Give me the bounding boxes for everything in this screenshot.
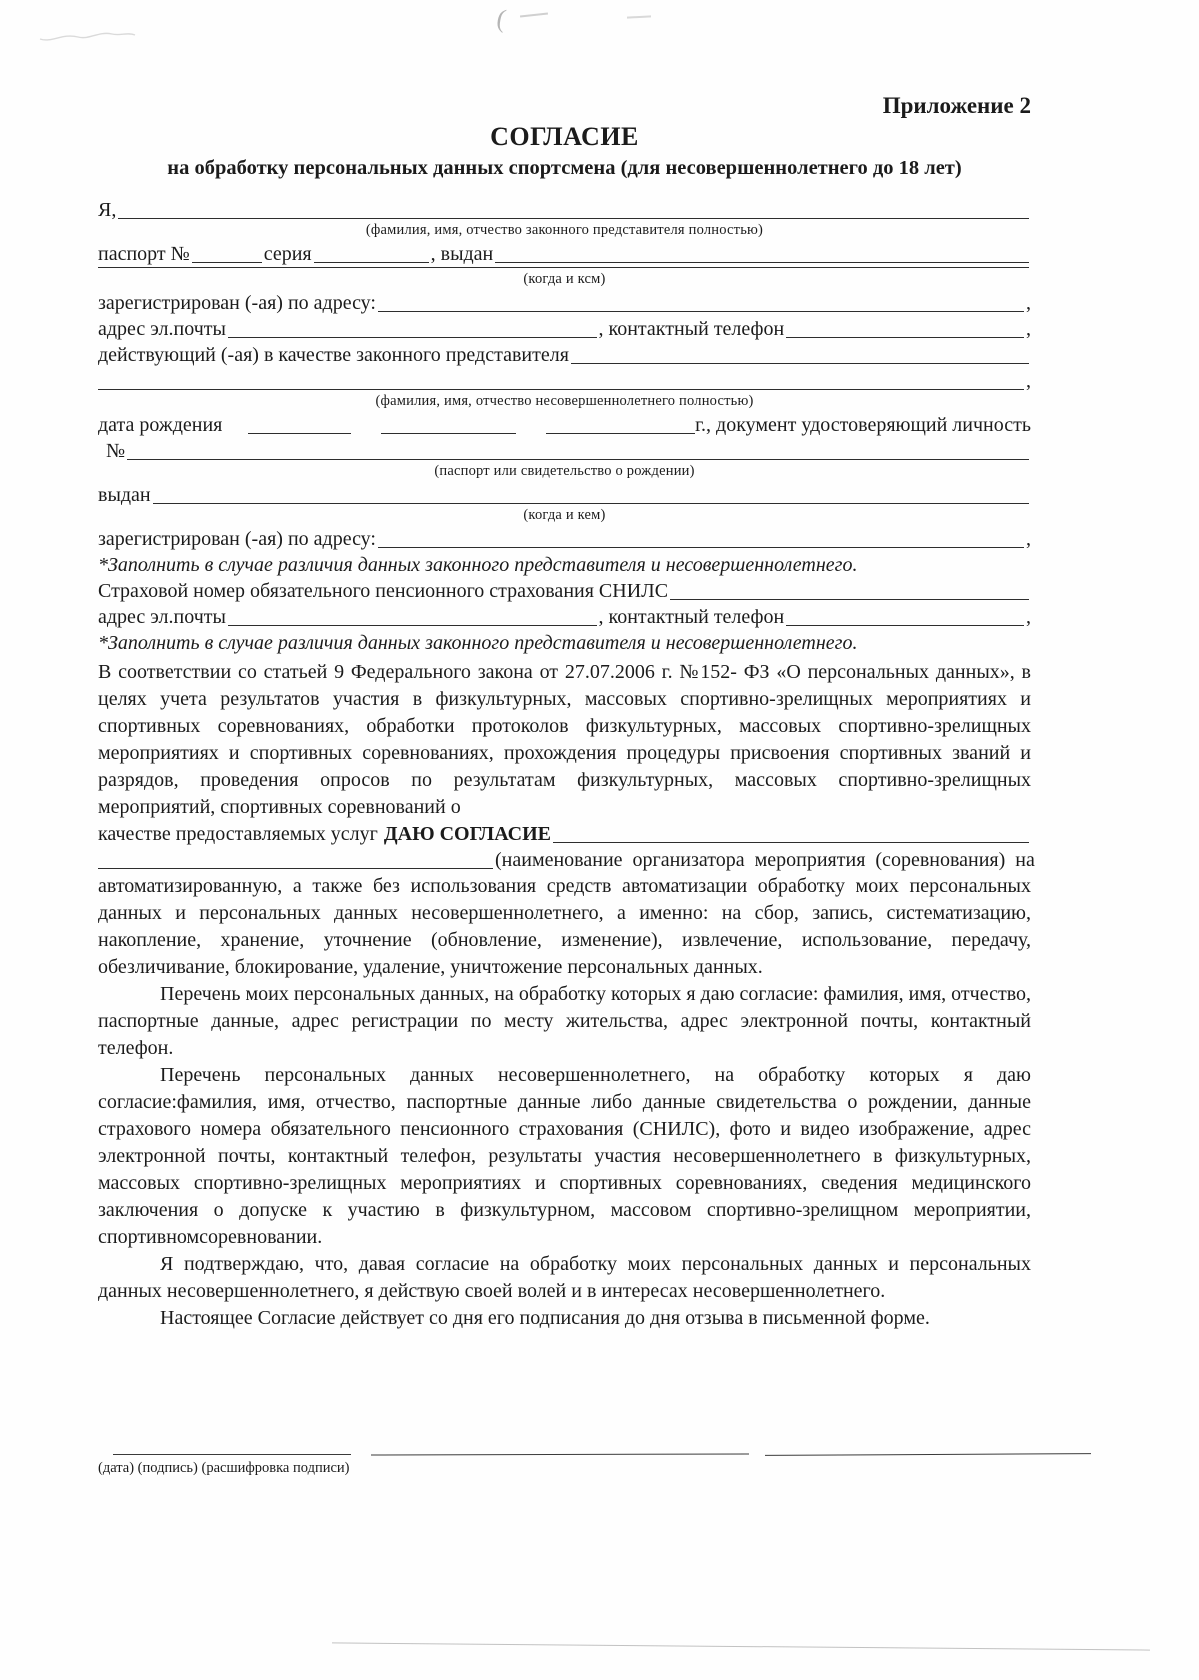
comma: , xyxy=(1026,528,1031,550)
document-number-blank xyxy=(127,438,1029,460)
field-row-document-number xyxy=(98,438,1031,464)
paragraph-my-data: Перечень моих персональных данных, на обработку которых я даю согласие: фамилия, имя, отчество, паспортные данные, адрес регистрации по месту жительства, адрес электронной почты, контактный телефон. xyxy=(98,983,1031,1059)
fill-note-1: *Заполнить в случае различия данных законного представителя и несовершеннолетнего. xyxy=(98,554,858,576)
field-row-document-issued xyxy=(98,482,1031,508)
passport-series-label: серия xyxy=(263,243,312,265)
representative-name-caption: (фамилия, имя, отчество законного представителя полностью) xyxy=(365,222,764,238)
field-row-passport xyxy=(98,241,1031,267)
birth-year-blank xyxy=(546,412,695,434)
snils-blank xyxy=(670,578,1029,600)
comma: , xyxy=(1026,370,1031,392)
comma: , xyxy=(1026,606,1031,628)
minor-address-label: зарегистрирован (-ая) по адресу: xyxy=(98,528,376,550)
field-row-minor-address xyxy=(98,526,1031,552)
minor-phone-blank xyxy=(786,604,1024,626)
passport-issued-label: , выдан xyxy=(430,243,494,265)
paragraph-consent-intro: В соответствии со статьей 9 Федерального закона от 27.07.2006 г. №152- ФЗ «О персональных данных», в целях учета результатов участия в физкультурных, массовых спортивно-зрелищных мероприятиях и спортивных соревнованиях, обработки протоколов физкультурных, массовых спортивно-зрелищных мероприятиях и спортивных соревнованиях, прохождения процедуры присвоения спортивных званий и разрядов, проведения опросов по результатам физкультурных, массовых спортивно-зрелищных мероприятий, спортивных соревнований о xyxy=(98,661,1031,818)
representative-email-blank xyxy=(228,316,597,338)
paragraph-processing: автоматизированную, а также без использования средств автоматизации обработку моих персональных данных и персональных данных несовершеннолетнего, а именно: на сбор, запись, систематизацию, накопление, хранение, уточнение (обновление, изменение), извлечение, использование, передачу, обезличивание, блокирование, удаление, уничтожение персональных данных. xyxy=(98,875,1031,978)
minor-name-caption: (фамилия, имя, отчество несовершеннолетнего полностью) xyxy=(375,393,754,409)
minor-email-label: адрес эл.почты xyxy=(98,606,226,628)
passport-issued-caption: (когда и ксм) xyxy=(523,271,606,287)
signature-date-blank xyxy=(113,1454,351,1455)
passport-number-label: паспорт № xyxy=(98,243,190,265)
field-row-representative-address xyxy=(98,290,1031,316)
birth-day-blank xyxy=(248,412,350,434)
paragraph-validity: Настоящее Согласие действует со дня его подписания до дня отзыва в письменной форме. xyxy=(160,1307,930,1329)
snils-label: Страховой номер обязательного пенсионного страхования СНИЛС xyxy=(98,580,669,602)
organizer-name-blank-2 xyxy=(98,847,493,869)
passport-issued-blank-2 xyxy=(98,267,1029,268)
signature-sign-blank xyxy=(371,1454,749,1456)
field-row-minor-name xyxy=(98,368,1031,394)
signature-caption: (дата) (подпись) (расшифровка подписи) xyxy=(98,1460,350,1476)
birth-month-blank xyxy=(381,412,516,434)
consent-declaration-bold: ДАЮ СОГЛАСИЕ xyxy=(383,823,551,845)
appendix-label: Приложение 2 xyxy=(882,93,1031,118)
paragraph-confirmation: Я подтверждаю, что, давая согласие на обработку моих персональных данных и персональных данных несовершеннолетнего, я действую своей волей и в интересах несовершеннолетнего. xyxy=(98,1253,1031,1302)
minor-name-blank xyxy=(98,368,1024,390)
minor-email-blank xyxy=(228,604,597,626)
field-row-birth-date xyxy=(98,412,1031,438)
field-row-snils xyxy=(98,578,1031,604)
signature-gap xyxy=(351,1454,371,1459)
scan-artifact-paren: ( xyxy=(494,3,509,34)
minor-phone-label: , контактный телефон xyxy=(598,606,785,628)
field-row-representative-name xyxy=(98,197,1031,223)
birth-date-label: дата рождения xyxy=(98,414,223,436)
field-row-minor-contacts xyxy=(98,604,1031,630)
document-type-caption: (паспорт или свидетельство о рождении) xyxy=(434,463,695,479)
consent-line-prefix: качестве предоставляемых услуг xyxy=(98,823,378,845)
identity-document-label: г., документ удостоверяющий личность xyxy=(695,414,1031,436)
representative-name-label: Я, xyxy=(98,199,117,221)
organizer-name-blank xyxy=(553,821,1029,843)
document-issued-caption: (когда и кем) xyxy=(523,507,606,523)
passport-number-blank xyxy=(192,241,262,263)
consent-declaration-row xyxy=(98,821,1031,847)
organizer-caption-row xyxy=(98,847,1035,873)
signature-gap xyxy=(749,1454,765,1459)
fill-note-2: *Заполнить в случае различия данных законного представителя и несовершеннолетнего. xyxy=(98,632,858,654)
representative-address-label: зарегистрирован (-ая) по адресу: xyxy=(98,292,376,314)
field-row-acting-as xyxy=(98,342,1031,368)
representative-address-blank xyxy=(378,290,1024,312)
scan-artifact-bottom-line xyxy=(332,1642,1150,1650)
representative-email-label: адрес эл.почты xyxy=(98,318,226,340)
comma: , xyxy=(1026,292,1031,314)
field-row-representative-contacts xyxy=(98,316,1031,342)
comma: , xyxy=(1026,318,1031,340)
document-number-label: № xyxy=(106,440,126,462)
passport-series-blank xyxy=(314,241,429,263)
document-issued-blank xyxy=(153,482,1029,504)
representative-phone-blank xyxy=(786,316,1024,338)
minor-address-blank xyxy=(378,526,1024,548)
acting-as-blank xyxy=(571,342,1029,364)
passport-issued-blank xyxy=(495,241,1029,263)
document-issued-label: выдан xyxy=(98,484,151,506)
representative-phone-label: , контактный телефон xyxy=(598,318,785,340)
organizer-caption: (наименование организатора мероприятия (соревнования) на xyxy=(495,849,1035,871)
acting-as-label: действующий (-ая) в качестве законного представителя xyxy=(98,344,569,366)
representative-name-blank xyxy=(118,197,1029,219)
document-title: СОГЛАСИЕ xyxy=(490,122,639,151)
paragraph-minor-data: Перечень персональных данных несовершеннолетнего, на обработку которых я даю согласие:фамилия, имя, отчество, паспортные данные либо данные свидетельства о рождении, данные страхового номера обязательного пенсионного страхования (СНИЛС), фото и видео изображение, адрес электронной почты, контактный телефон, результаты участия несовершеннолетнего в физкультурных, массовых спортивно-зрелищных мероприятиях и спортивных соревнованиях, сведения медицинского заключения о допуске к участию в физкультурном, массовом спортивно-зрелищном мероприятии, спортивномсоревновании. xyxy=(98,1064,1031,1248)
signature-name-blank xyxy=(765,1453,1091,1456)
document-subtitle: на обработку персональных данных спортсмена (для несовершеннолетнего до 18 лет) xyxy=(167,157,962,179)
